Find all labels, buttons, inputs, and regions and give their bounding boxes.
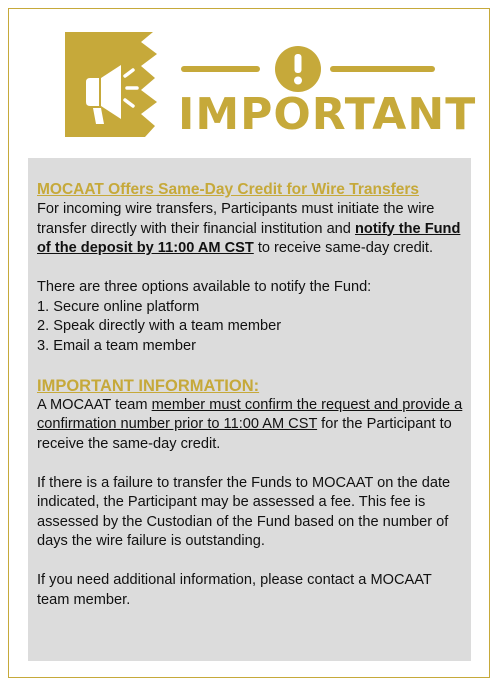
text-run: A MOCAAT team (37, 396, 152, 413)
text-run: For incoming wire transfers, Participants must initiate the wire transfer directly with their financial institution and (37, 201, 435, 237)
contact-paragraph: If you need additional information, please contact a MOCAAT team member. (37, 572, 432, 608)
options-intro: There are three options available to notify the Fund: (37, 279, 372, 295)
option-item: 2. Speak directly with a team member (37, 318, 282, 334)
header-rule-right (330, 66, 435, 72)
confirmation-emphasis: member must confirm the request and provide a confirmation number prior to 11:00 AM CST (37, 396, 463, 432)
option-item: 1. Secure online platform (37, 298, 200, 315)
section-title-same-day-credit: MOCAAT Offers Same-Day Credit for Wire Transfers (37, 181, 419, 198)
megaphone-icon (65, 32, 157, 137)
notice-box (28, 158, 471, 661)
deadline-emphasis: notify the Fund of the deposit by 11:00 AM CST (37, 220, 461, 256)
header-rule-left (181, 66, 260, 72)
header (0, 0, 500, 158)
wire-transfer-paragraph (37, 200, 463, 259)
section-title-important-information: IMPORTANT INFORMATION: (37, 376, 260, 395)
text-run: to receive same-day credit. (253, 240, 434, 256)
exclamation-icon (273, 44, 323, 94)
option-item: 3. Email a team member (37, 337, 196, 354)
page-title: IMPORTANT (178, 89, 477, 140)
text-run: for the Participant to receive the same-day credit. (37, 416, 452, 452)
failure-fee-paragraph: If there is a failure to transfer the Funds to MOCAAT on the date indicated, the Participant may be assessed a fee. This fee is assessed by the Custodian of the Fund based on the number of days the wire failure is outstanding. (37, 474, 451, 549)
confirmation-paragraph (37, 396, 463, 455)
